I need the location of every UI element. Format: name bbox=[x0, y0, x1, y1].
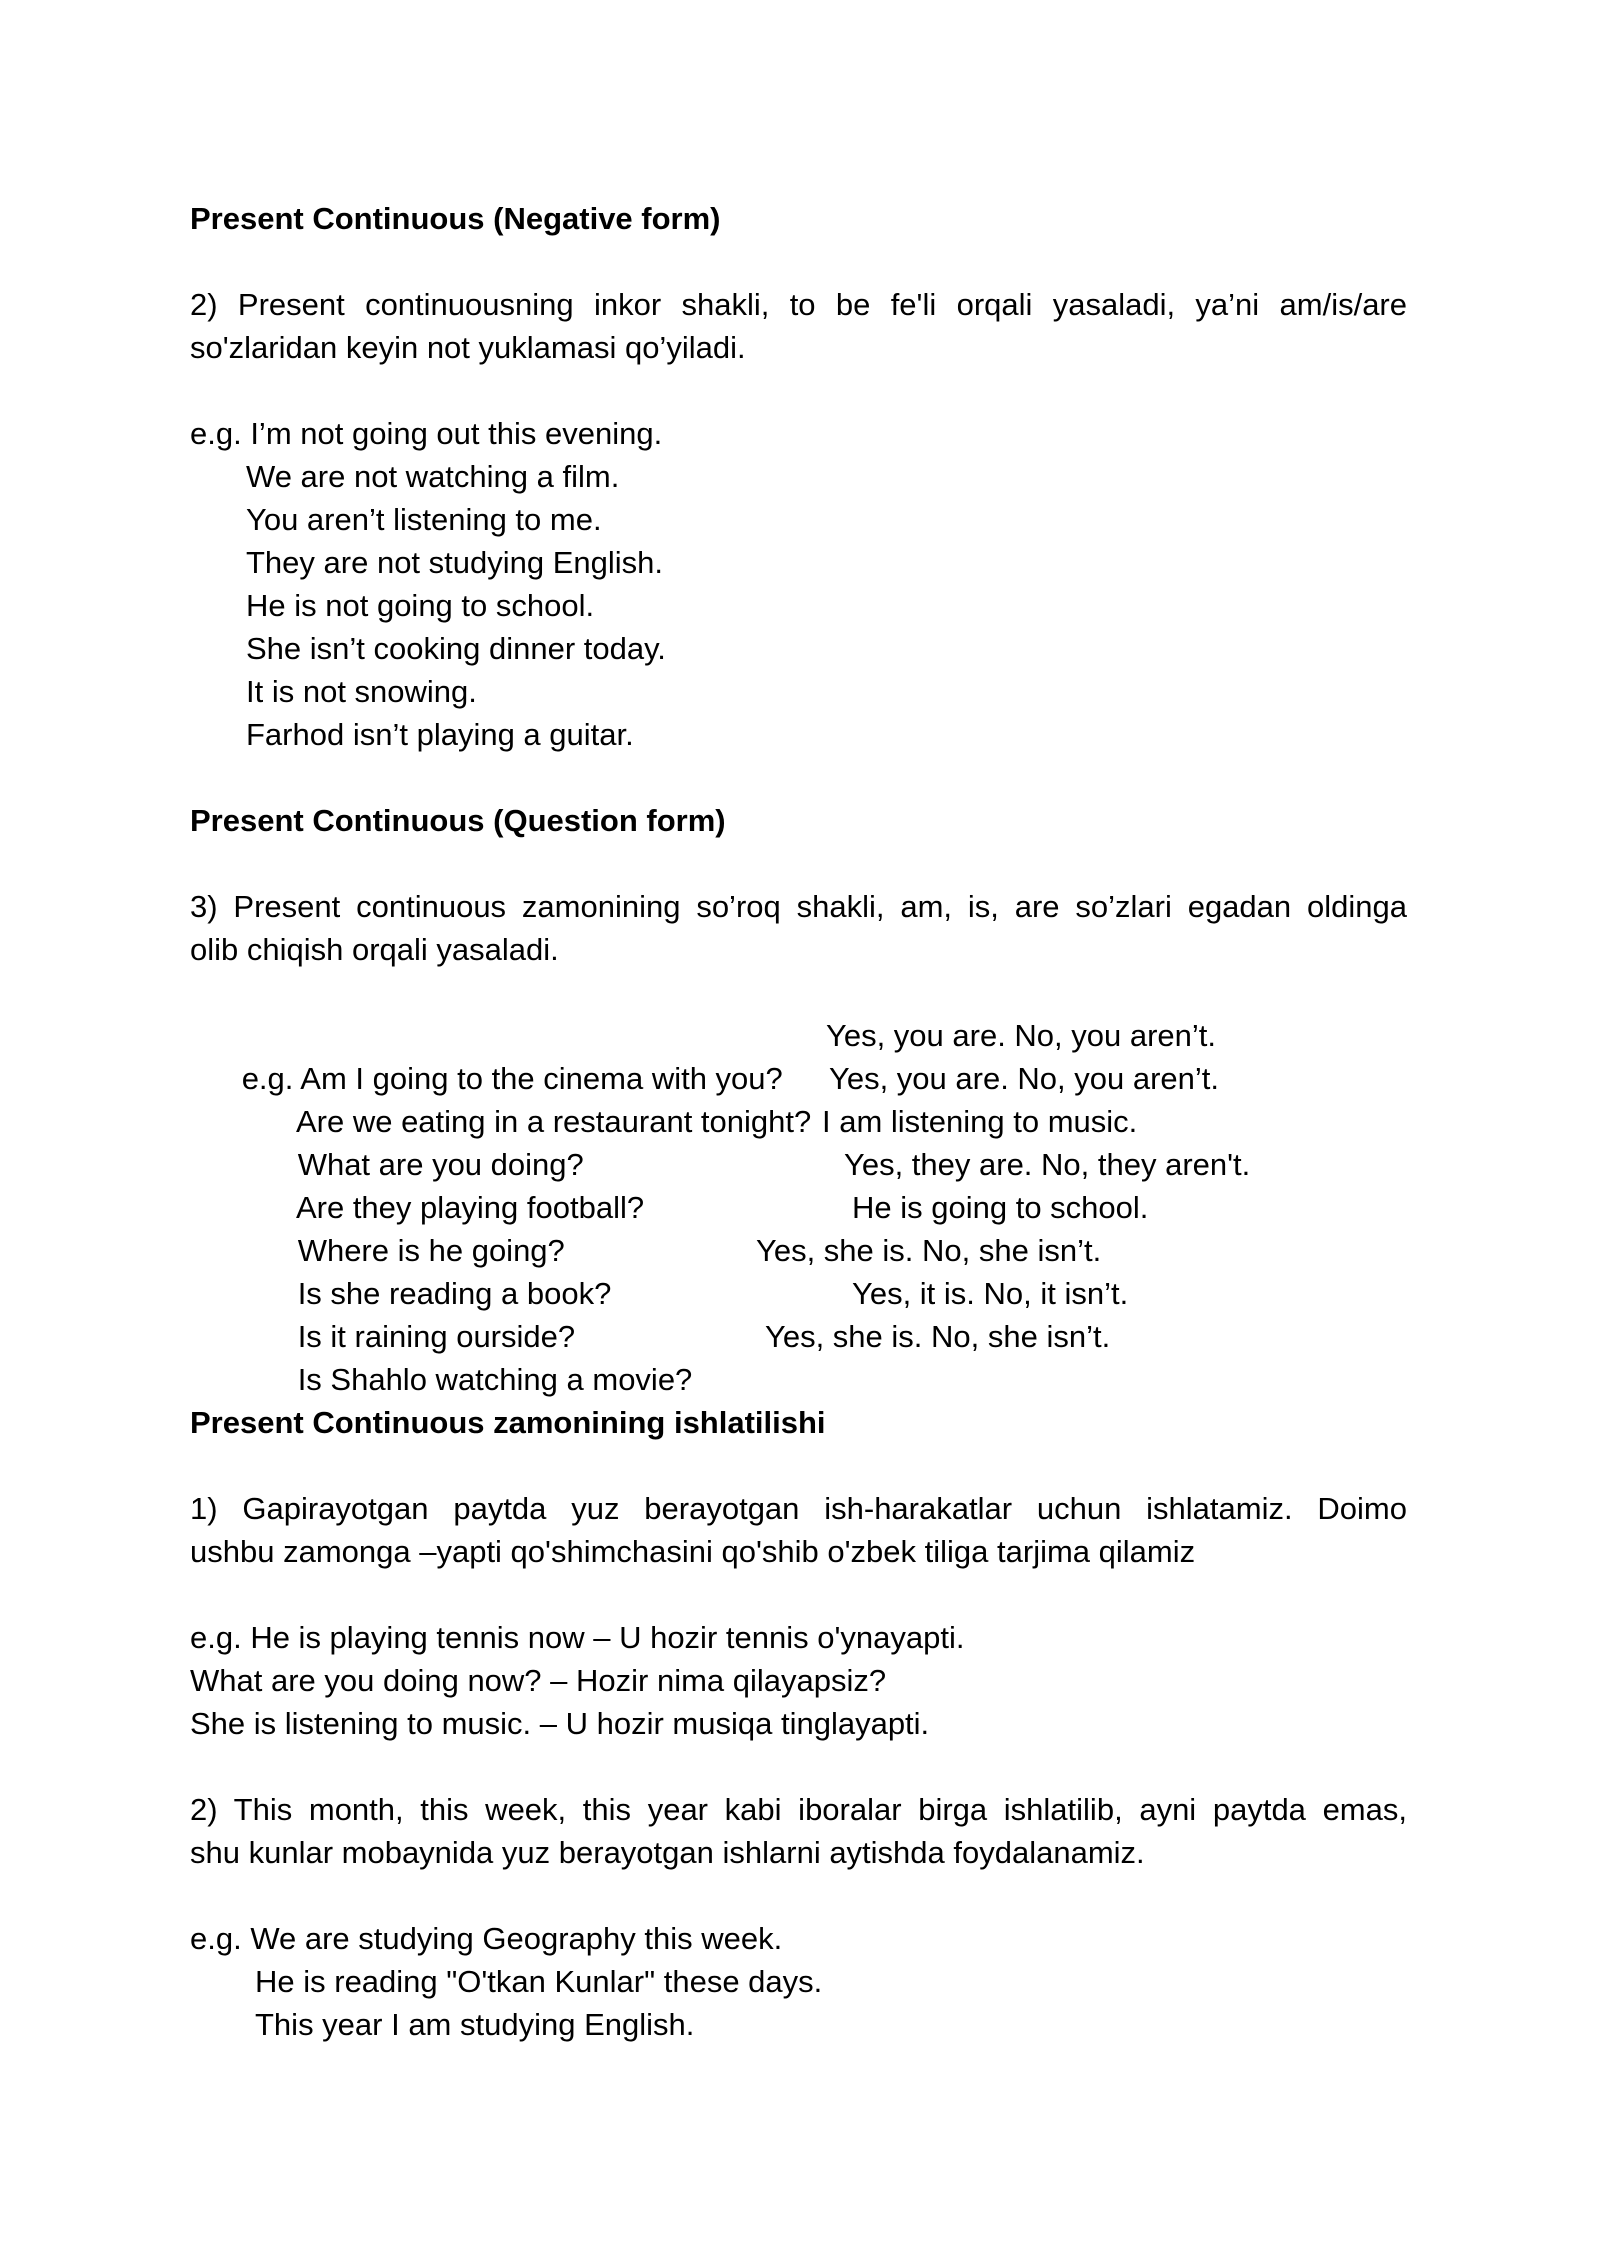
negative-heading-block bbox=[190, 197, 1407, 240]
question-section-heading: Present Continuous (Question form) bbox=[190, 803, 726, 838]
paragraph-line: 1) Gapirayotgan paytda yuz berayotgan ish-harakatlar uchun ishlatamiz. Doimo bbox=[190, 1491, 1407, 1526]
example-question: What are you doing? bbox=[297, 1147, 584, 1182]
example-answer: Yes, it is. No, it isn’t. bbox=[852, 1276, 1129, 1311]
example-question: Is she reading a book? bbox=[297, 1276, 612, 1311]
example-line: She is listening to music. – U hozir musiqa tinglayapti. bbox=[190, 1706, 930, 1741]
paragraph-line: 2) This month, this week, this year kabi iboralar birga ishlatilib, ayni paytda emas, bbox=[190, 1792, 1407, 1827]
negative-examples bbox=[190, 412, 1407, 756]
example-question: e.g. Am I going to the cinema with you? bbox=[241, 1061, 783, 1096]
usage-heading-block bbox=[190, 1401, 1407, 1444]
example-answer: Yes, you are. No, you aren’t. bbox=[829, 1061, 1220, 1096]
negative-section-heading: Present Continuous (Negative form) bbox=[190, 201, 721, 236]
paragraph-line: olib chiqish orqali yasaladi. bbox=[190, 932, 559, 967]
usage-rule2-examples bbox=[190, 1917, 1407, 2046]
paragraph-line: shu kunlar mobaynida yuz berayotgan ishlarni aytishda foydalanamiz. bbox=[190, 1835, 1145, 1870]
paragraph-line: 2) Present continuousning inkor shakli, to be fe'li orqali yasaladi, ya’ni am/is/are bbox=[190, 287, 1407, 322]
example-answer: Yes, she is. No, she isn’t. bbox=[765, 1319, 1111, 1354]
example-answer: Yes, they are. No, they aren't. bbox=[844, 1147, 1251, 1182]
example-line: This year I am studying English. bbox=[255, 2007, 695, 2042]
example-question: Is it raining ourside? bbox=[297, 1319, 576, 1354]
example-line: He is reading "O'tkan Kunlar" these days. bbox=[255, 1964, 823, 1999]
usage-rule1-examples bbox=[190, 1616, 1407, 1745]
usage-section-heading: Present Continuous zamonining ishlatilishi bbox=[190, 1405, 826, 1440]
example-line: e.g. We are studying Geography this week. bbox=[190, 1921, 783, 1956]
example-answer: I am listening to music. bbox=[822, 1104, 1138, 1139]
example-question: Are we eating in a restaurant tonight? bbox=[295, 1104, 812, 1139]
example-line: They are not studying English. bbox=[246, 545, 664, 580]
question-heading-block bbox=[190, 799, 1407, 842]
paragraph-line: so'zlaridan keyin not yuklamasi qo’yiladi. bbox=[190, 330, 746, 365]
question-examples bbox=[190, 1014, 1407, 1397]
example-line: What are you doing now? – Hozir nima qilayapsiz? bbox=[190, 1663, 887, 1698]
usage-rule1-paragraph bbox=[190, 1487, 1407, 1573]
example-question: Where is he going? bbox=[297, 1233, 565, 1268]
example-line: e.g. I’m not going out this evening. bbox=[190, 416, 663, 451]
qa-row bbox=[190, 1315, 1407, 1397]
example-line: Farhod isn’t playing a guitar. bbox=[246, 717, 634, 752]
paragraph-line: ushbu zamonga –yapti qo'shimchasini qo'shib o'zbek tiliga tarjima qilamiz bbox=[190, 1534, 1196, 1569]
example-answer: Yes, she is. No, she isn’t. bbox=[756, 1233, 1102, 1268]
example-question: Are they playing football? bbox=[295, 1190, 645, 1225]
example-answer: He is going to school. bbox=[852, 1190, 1149, 1225]
example-line: You aren’t listening to me. bbox=[246, 502, 602, 537]
negative-rule-paragraph bbox=[190, 283, 1407, 369]
example-answer: Yes, you are. No, you aren’t. bbox=[826, 1018, 1217, 1053]
paragraph-line: 3) Present continuous zamonining so’roq shakli, am, is, are so’zlari egadan oldinga bbox=[190, 889, 1407, 924]
example-line: We are not watching a film. bbox=[246, 459, 620, 494]
question-rule-paragraph bbox=[190, 885, 1407, 971]
example-line: e.g. He is playing tennis now – U hozir tennis o'ynayapti. bbox=[190, 1620, 965, 1655]
usage-rule2-paragraph bbox=[190, 1788, 1407, 1874]
qa-row bbox=[190, 1014, 1407, 1096]
example-line: He is not going to school. bbox=[246, 588, 595, 623]
example-line: It is not snowing. bbox=[246, 674, 477, 709]
example-question: Is Shahlo watching a movie? bbox=[297, 1362, 693, 1397]
example-line: She isn’t cooking dinner today. bbox=[246, 631, 666, 666]
